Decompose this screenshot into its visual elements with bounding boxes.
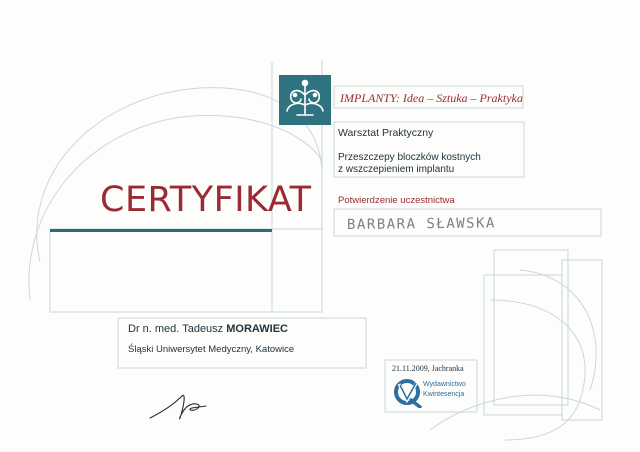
participant-name: BARBARA SŁAWSKA: [346, 215, 497, 233]
signatory-surname: MORAWIEC: [226, 323, 288, 335]
workshop-topic-line-1: Przeszczepy bloczków kostnych: [338, 152, 481, 163]
participation-confirmation-label: Potwierdzenie uczestnictwa: [338, 195, 455, 206]
title-underline: [50, 229, 272, 232]
workshop-label: Warsztat Praktyczny: [338, 127, 434, 139]
handwritten-signature: [148, 388, 208, 424]
signatory-institution: Śląski Uniwersytet Medyczny, Katowice: [128, 344, 295, 355]
date-and-place: 21.11.2009, Jachranka: [392, 364, 464, 373]
publisher-name-line-2: Kwintesencja: [423, 391, 465, 398]
certificate-title: CERTYFIKAT: [100, 180, 312, 220]
ornament-flower-icon: [279, 75, 331, 125]
signatory-name: [128, 323, 288, 335]
q-publisher-icon: [393, 378, 423, 408]
workshop-topic-line-2: z wszczepieniem implantu: [338, 164, 455, 175]
signatory-title: Dr n. med. Tadeusz: [128, 323, 224, 335]
publisher-name-line-1: Wydawnictwo: [423, 381, 466, 388]
event-series-title: IMPLANTY: Idea – Sztuka – Praktyka: [340, 91, 523, 105]
